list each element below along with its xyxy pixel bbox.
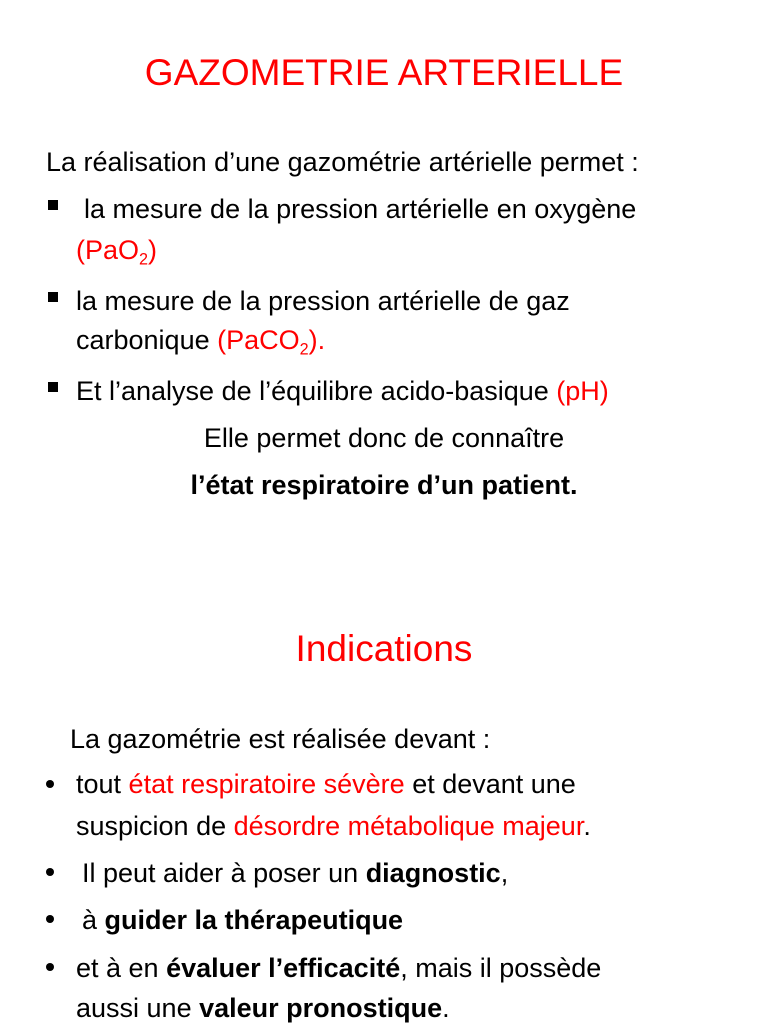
item-4-f: . <box>442 993 450 1023</box>
page-title: GAZOMETRIE ARTERIELLE <box>144 52 624 93</box>
item-4-b: évaluer l’efficacité <box>166 953 401 983</box>
pao2-close: ) <box>148 235 158 265</box>
bullet-2-line1: la mesure de la pression artérielle de gaz <box>76 286 570 316</box>
conclusion-line-2: l’état respiratoire d’un patient. <box>190 470 578 500</box>
bullet-1-text: la mesure de la pression artérielle en oxygène <box>84 194 637 224</box>
item-2-c: , <box>500 858 509 888</box>
paco2-formula <box>217 325 326 359</box>
indications-intro: La gazométrie est réalisée devant : <box>70 724 491 754</box>
round-bullet-icon <box>46 868 54 876</box>
item-3 <box>82 900 403 940</box>
item-1-d: suspicion de <box>76 811 234 841</box>
paco2-subscript: 2 <box>299 340 309 359</box>
paco2-close: ). <box>308 325 326 355</box>
item-4-e: valeur pronostique <box>199 993 443 1023</box>
round-bullet-icon <box>46 915 54 923</box>
ph-formula: (pH) <box>556 376 609 406</box>
bullet-3-text: Et l’analyse de l’équilibre acido-basique <box>76 376 557 406</box>
item-4-line1 <box>76 948 601 988</box>
item-1-f: . <box>583 811 591 841</box>
intro-text: La réalisation d’une gazométrie artérielle permet : <box>46 147 639 177</box>
item-3-a: à <box>82 905 105 935</box>
item-3-b: guider la thérapeutique <box>104 905 404 935</box>
item-4-a: et à en <box>76 953 167 983</box>
round-bullet-icon <box>46 780 54 788</box>
item-1-line1 <box>76 764 576 804</box>
bullet-2-line2 <box>76 320 325 360</box>
item-1-c: et devant une <box>404 769 576 799</box>
pao2-open: (PaO <box>76 235 140 265</box>
item-2-a: Il peut aider à poser un <box>82 858 366 888</box>
item-2 <box>82 853 508 893</box>
section-title-indications: Indications <box>295 628 473 669</box>
conclusion-line-1: Elle permet donc de connaître <box>203 423 565 453</box>
paco2-open: (PaCO <box>217 325 300 355</box>
item-4-line2 <box>76 988 450 1028</box>
bullet-2-text: carbonique <box>76 325 218 355</box>
item-1-e: désordre métabolique majeur <box>233 811 584 841</box>
item-4-c: , mais il possède <box>400 953 602 983</box>
bullet-1-formula <box>76 230 157 270</box>
item-1-line2 <box>76 806 591 846</box>
pao2-subscript: 2 <box>139 250 149 269</box>
item-1-a: tout <box>76 769 129 799</box>
round-bullet-icon <box>46 963 54 971</box>
item-4-d: aussi une <box>76 993 200 1023</box>
item-2-b: diagnostic <box>365 858 501 888</box>
square-bullet-icon <box>48 292 58 302</box>
item-1-b: état respiratoire sévère <box>128 769 405 799</box>
bullet-3 <box>76 371 609 411</box>
square-bullet-icon <box>48 200 58 210</box>
square-bullet-icon <box>48 382 58 392</box>
